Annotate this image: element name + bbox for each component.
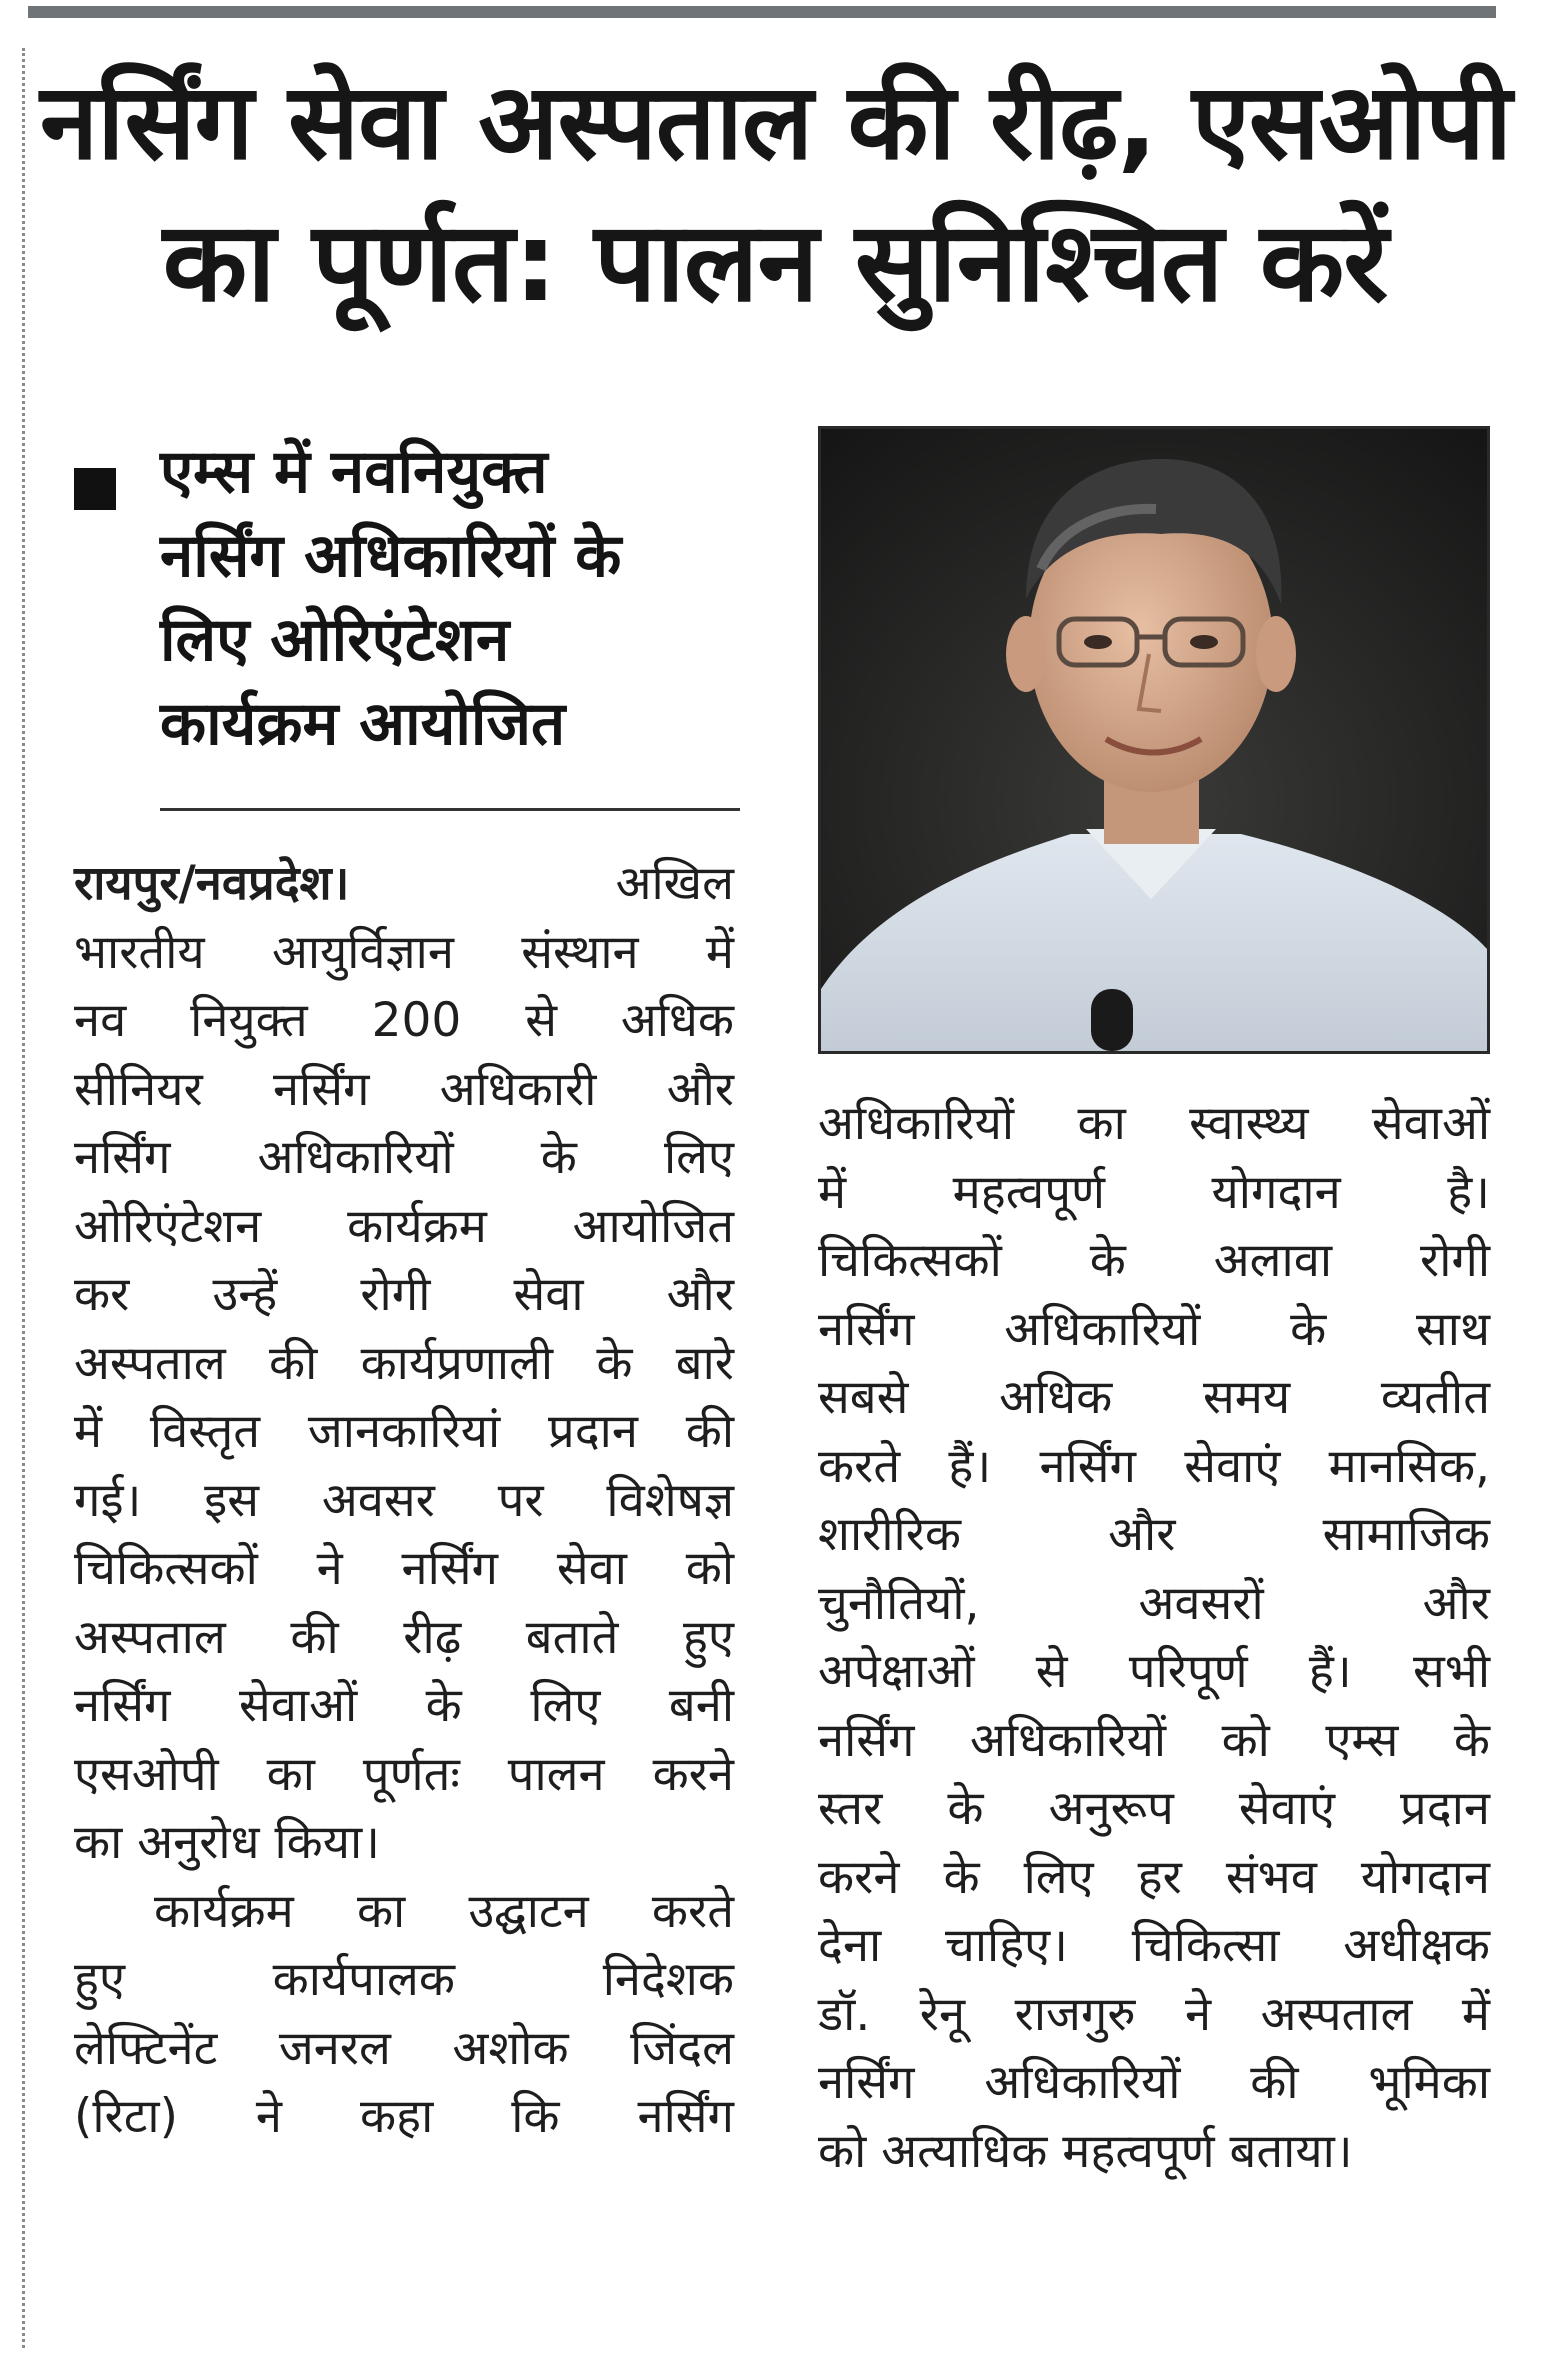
article-line: नव नियुक्त 200 से अधिक bbox=[74, 993, 734, 1048]
column-dotted-rule bbox=[22, 48, 25, 2348]
article-line: गई। इस अवसर पर विशेषज्ञ bbox=[74, 1472, 734, 1528]
headline-line-1: नर्सिंग सेवा अस्पताल की रीढ़, एसओपी bbox=[40, 61, 1512, 183]
article-line: हुए कार्यपालक निदेशक bbox=[74, 1952, 734, 2007]
article-column-1 bbox=[74, 850, 734, 2152]
article-line: शारीरिक और सामाजिक bbox=[818, 1507, 1490, 1562]
dateline: रायपुर/नवप्रदेश। bbox=[74, 856, 350, 911]
article-line: अधिकारियों का स्वास्थ्य सेवाओं bbox=[818, 1096, 1490, 1151]
article-line: चिकित्सकों के अलावा रोगी bbox=[818, 1233, 1490, 1288]
article-line: में विस्तृत जानकारियां प्रदान की bbox=[74, 1404, 734, 1459]
article-line: नर्सिंग अधिकारियों को एम्स के bbox=[818, 1712, 1490, 1768]
article-line: अस्पताल की रीढ़ बताते हुए bbox=[74, 1609, 734, 1665]
bullet-square-icon bbox=[74, 468, 116, 510]
article-line: डॉ. रेनू राजगुरु ने अस्पताल में bbox=[818, 1986, 1490, 2042]
article-line: सबसे अधिक समय व्यतीत bbox=[818, 1370, 1490, 1425]
article-line: नर्सिंग अधिकारियों के लिए bbox=[74, 1130, 734, 1185]
subheadline-line-1: एम्स में नवनियुक्त bbox=[160, 437, 548, 507]
article-line: (रिटा) ने कहा कि नर्सिंग bbox=[74, 2089, 734, 2144]
article-line: को अत्याधिक महत्वपूर्ण बताया। bbox=[818, 2123, 1353, 2179]
article-line: अपेक्षाओं से परिपूर्ण हैं। सभी bbox=[818, 1644, 1490, 1699]
portrait-image bbox=[821, 429, 1487, 1051]
article-line: नर्सिंग अधिकारियों के साथ bbox=[818, 1301, 1490, 1357]
subheadline bbox=[160, 430, 760, 766]
article-line: नर्सिंग सेवाओं के लिए बनी bbox=[74, 1678, 734, 1733]
article-line bbox=[74, 850, 734, 919]
subheadline-line-2: नर्सिंग अधिकारियों के bbox=[160, 521, 622, 591]
article-line: चुनौतियों, अवसरों और bbox=[818, 1575, 1490, 1631]
article-line: ओरिएंटेशन कार्यक्रम आयोजित bbox=[74, 1198, 734, 1254]
article-line: नर्सिंग अधिकारियों की भूमिका bbox=[818, 2055, 1490, 2110]
article-line: अस्पताल की कार्यप्रणाली के बारे bbox=[74, 1335, 734, 1391]
article-photo bbox=[818, 426, 1490, 1054]
headline-line-2: का पूर्णत: पालन सुनिश्चित करें bbox=[162, 198, 1388, 326]
article-line: एसओपी का पूर्णतः पालन करने bbox=[74, 1746, 734, 1802]
article-line: सीनियर नर्सिंग अधिकारी और bbox=[74, 1061, 734, 1117]
top-rule bbox=[28, 6, 1496, 18]
article-line: भारतीय आयुर्विज्ञान संस्थान में bbox=[74, 924, 734, 980]
article-line: लेफ्टिनेंट जनरल अशोक जिंदल bbox=[74, 2020, 734, 2076]
article-column-2 bbox=[818, 1090, 1490, 2186]
headline bbox=[40, 52, 1510, 332]
article-line: में महत्वपूर्ण योगदान है। bbox=[818, 1164, 1490, 1220]
article-line: करने के लिए हर संभव योगदान bbox=[818, 1849, 1490, 1905]
article-line: कर उन्हें रोगी सेवा और bbox=[74, 1267, 734, 1322]
article-line: का अनुरोध किया। bbox=[74, 1815, 380, 1870]
article-line: करते हैं। नर्सिंग सेवाएं मानसिक, bbox=[818, 1438, 1490, 1494]
article-text: अखिल bbox=[615, 856, 734, 911]
article-line: चिकित्सकों ने नर्सिंग सेवा को bbox=[74, 1541, 734, 1596]
subheadline-line-4: कार्यक्रम आयोजित bbox=[160, 689, 566, 759]
subheadline-underline bbox=[160, 808, 740, 811]
article-line: देना चाहिए। चिकित्सा अधीक्षक bbox=[818, 1918, 1490, 1973]
article-line: कार्यक्रम का उद्घाटन करते bbox=[154, 1883, 734, 1939]
article-line: स्तर के अनुरूप सेवाएं प्रदान bbox=[818, 1781, 1490, 1836]
subheadline-line-3: लिए ओरिएंटेशन bbox=[160, 605, 510, 675]
